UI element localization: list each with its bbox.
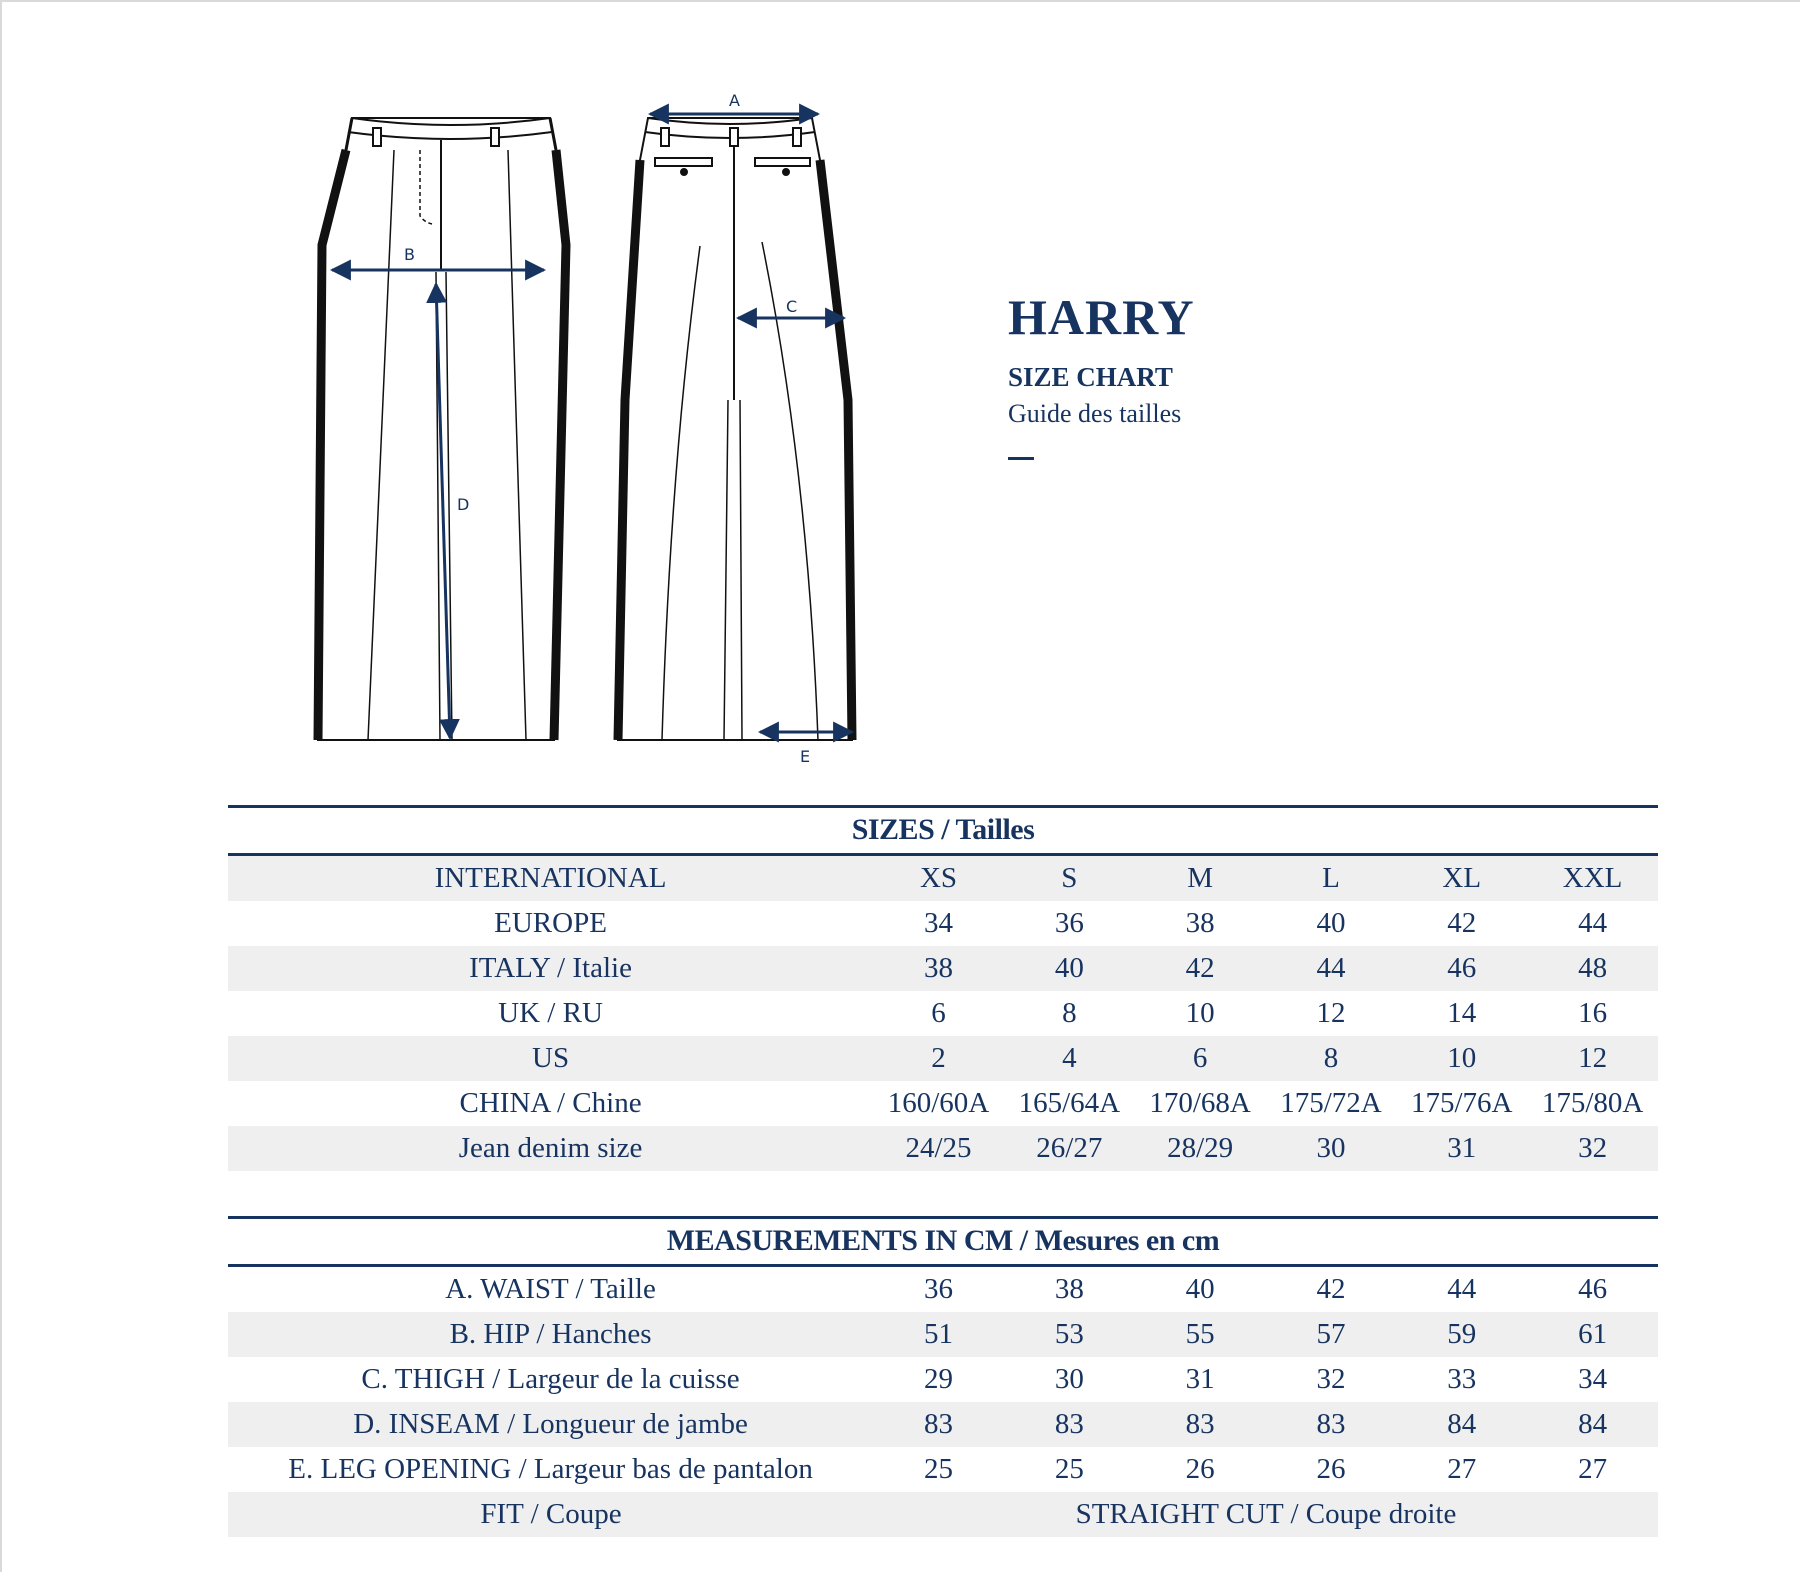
measurement-row [228,1357,1658,1402]
table-cell: 83 [924,1408,953,1440]
trouser-front-view [318,118,566,740]
row-label: CHINA / Chine [459,1087,642,1119]
fit-label: FIT / Coupe [480,1498,622,1530]
table-cell: 175/80A [1541,1087,1644,1119]
row-label: D. INSEAM / Longueur de jambe [353,1408,748,1440]
table-cell: 42 [1447,907,1477,939]
table-cell: 36 [924,1273,953,1305]
table-cell: 25 [1054,1453,1084,1485]
diagram-label-a: A [729,91,740,110]
trouser-back-view [618,118,852,740]
table-cell: 175/72A [1280,1087,1382,1119]
table-cell: 83 [1185,1408,1215,1440]
size-row [228,856,1658,901]
table-cell: 44 [1447,1273,1477,1305]
size-row [228,946,1658,991]
table-cell: XL [1442,862,1482,894]
table-cell: 38 [1054,1273,1084,1305]
table-cell: 27 [1447,1453,1477,1485]
table-cell: 83 [1054,1408,1084,1440]
size-row [228,991,1658,1036]
measurement-row [228,1402,1658,1447]
row-label: Jean denim size [458,1132,643,1164]
table-cell: 12 [1316,997,1346,1029]
title-block [1008,289,1195,460]
table-cell: 34 [1578,1363,1608,1395]
row-label: US [532,1042,570,1074]
table-cell: 44 [1316,952,1346,984]
row-label: INTERNATIONAL [434,862,667,894]
table-cell: 6 [1192,1042,1208,1074]
table-cell: 175/76A [1411,1087,1513,1119]
sizes-table [228,805,1658,1171]
table-cell: 55 [1185,1318,1215,1350]
table-cell: 51 [924,1318,953,1350]
table-cell: 170/68A [1149,1087,1251,1119]
fit-row [228,1492,1658,1537]
table-cell: 160/60A [887,1087,990,1119]
size-chart-subtitle: SIZE CHART [1008,362,1173,392]
row-label: ITALY / Italie [469,952,632,984]
table-cell: 83 [1316,1408,1346,1440]
table-cell: 44 [1578,907,1608,939]
table-cell: 10 [1185,997,1215,1029]
diagram-label-d: D [457,495,470,514]
table-cell: 27 [1578,1453,1608,1485]
table-cell: 40 [1185,1273,1215,1305]
table-cell: 4 [1062,1042,1077,1074]
table-cell: 46 [1447,952,1477,984]
table-cell: 12 [1578,1042,1608,1074]
size-row [228,1036,1658,1081]
table-cell: 33 [1447,1363,1477,1395]
table-cell: 84 [1447,1408,1477,1440]
measurement-row [228,1447,1658,1492]
table-cell: 26 [1316,1453,1346,1485]
table-cell: 30 [1316,1132,1346,1164]
table-cell: 38 [1185,907,1215,939]
row-label: UK / RU [498,997,603,1029]
table-cell: 61 [1578,1318,1608,1350]
table-cell: 57 [1316,1318,1346,1350]
fit-value: STRAIGHT CUT / Coupe droite [1075,1498,1457,1530]
title-dash [1008,457,1034,460]
diagram-label-b: B [404,245,415,264]
size-row [228,901,1658,946]
row-label: E. LEG OPENING / Largeur bas de pantalon [288,1453,813,1485]
table-cell: 38 [924,952,953,984]
table-cell: 29 [924,1363,953,1395]
table-cell: 31 [1185,1363,1215,1395]
table-cell: 46 [1578,1273,1608,1305]
table-cell: 84 [1578,1408,1608,1440]
measurement-row [228,1267,1658,1312]
table-cell: 59 [1447,1318,1477,1350]
table-cell: 28/29 [1167,1132,1234,1164]
row-label: B. HIP / Hanches [449,1318,652,1350]
row-label: A. WAIST / Taille [445,1273,656,1305]
table-cell: 42 [1185,952,1215,984]
table-cell: 2 [931,1042,946,1074]
table-cell: 10 [1447,1042,1477,1074]
table-cell: 16 [1578,997,1608,1029]
table-cell: 40 [1054,952,1084,984]
table-cell: XS [919,862,958,894]
row-label: EUROPE [494,907,607,939]
table-cell: 26/27 [1036,1132,1103,1164]
table-cell: 24/25 [905,1132,972,1164]
table-cell: S [1061,862,1078,894]
table-cell: 32 [1316,1363,1346,1395]
table-cell: 48 [1578,952,1608,984]
table-cell: 14 [1447,997,1477,1029]
table-cell: 36 [1054,907,1084,939]
table-cell: 6 [931,997,946,1029]
row-label: C. THIGH / Largeur de la cuisse [361,1363,740,1395]
table-cell: 8 [1323,1042,1339,1074]
table-cell: 25 [924,1453,953,1485]
sizes-heading: SIZES / Tailles [228,805,1658,856]
measurements-table [228,1216,1658,1537]
size-row [228,1126,1658,1171]
table-cell: 40 [1316,907,1346,939]
table-cell: 8 [1062,997,1077,1029]
table-cell: 26 [1185,1453,1215,1485]
table-cell: 34 [924,907,953,939]
measurements-heading: MEASUREMENTS IN CM / Mesures en cm [228,1216,1658,1267]
table-cell: 31 [1447,1132,1477,1164]
measurement-row [228,1312,1658,1357]
product-title: HARRY [1008,289,1195,345]
table-cell: L [1322,862,1340,894]
table-cell: 42 [1316,1273,1346,1305]
table-cell: 32 [1578,1132,1608,1164]
diagram-label-c: C [786,297,798,316]
diagram-label-e: E [800,747,811,766]
size-row [228,1081,1658,1126]
table-cell: 165/64A [1018,1087,1121,1119]
table-cell: M [1187,862,1214,894]
table-cell: XXL [1562,862,1623,894]
table-cell: 53 [1054,1318,1084,1350]
table-cell: 30 [1054,1363,1084,1395]
size-chart-subtitle-fr: Guide des tailles [1008,399,1182,428]
